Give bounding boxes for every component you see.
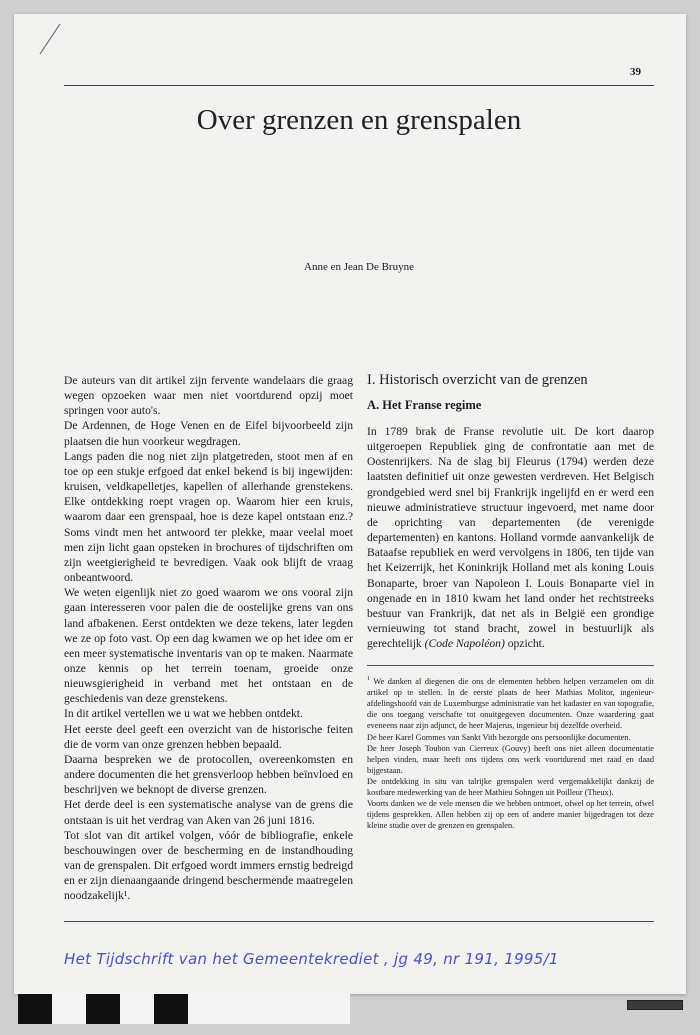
- archive-label: [627, 1000, 683, 1010]
- footer-rule: [64, 921, 654, 922]
- left-paragraph: Tot slot van dit artikel volgen, vóór de bibliografie, enkele beschouwingen over de bescherming en de instandhouding van de grenspalen. Dit erfgoed wordt immers ernstig bedreigd en er zijn dienaangaande dringend beschermende maatregelen noodzakelijk¹.: [64, 828, 353, 903]
- footnote-rule: [367, 665, 654, 666]
- article-title: Over grenzen en grenspalen: [196, 104, 522, 136]
- left-paragraph: Langs paden die nog niet zijn platgetreden, stoot men af en toe op een stukje erfgoed dat enkel bekend is bij ingewijden: kruisen, veldkapelletjes, kapellen of allerhande grenstekens. Elke ontdekking roept vragen op. Waarom hier een kruis, waarom daar een grenspaal, hoe is deze kapel ontstaan enz.? Soms vindt men het antwoord ter plekke, maar veelal moet men zijn licht gaan opsteken in brochures of tijdschriften om zijn weetgierigheid te bevredigen. Vaak ook blijft de vraag onbeantwoord.: [64, 449, 353, 585]
- scan-calibration-bar: [18, 994, 350, 1024]
- footnote-line: De heer Joseph Toubon van Cierreux (Gouvy) heeft ons niet alleen documentatie helpen vinden, maar heeft ons tijdens ons werk voortdurend met raad en daad bijgestaan.: [367, 743, 654, 775]
- right-column: [367, 372, 654, 831]
- handwritten-annotation: Het Tijdschrift van het Gemeentekrediet , jg 49, nr 191, 1995/1: [64, 950, 559, 968]
- calibration-swatch: [18, 994, 52, 1024]
- calibration-swatch: [188, 994, 350, 1024]
- section-body: [367, 424, 654, 651]
- left-paragraph: Daarna bespreken we de protocollen, overeenkomsten en andere documenten die het grensverloop hebben beïnvloed en beschrijven we beknopt de diverse grenzen.: [64, 752, 353, 797]
- footnotes: [367, 674, 654, 831]
- pencil-mark-icon: [36, 20, 66, 60]
- authors-names: Anne en Jean: [304, 261, 367, 273]
- left-paragraph: Het derde deel is een systematische analyse van de grens die ontstaan is uit het verdrag van Aken van 26 juni 1816.: [64, 798, 353, 827]
- subsection-heading: A. Het Franse regime: [367, 398, 482, 412]
- article-authors: [64, 261, 654, 273]
- left-paragraph: De Ardennen, de Hoge Venen en de Eifel bijvoorbeeld zijn plaatsen die hun voorkeur wegdragen.: [64, 419, 353, 448]
- calibration-swatch: [52, 994, 86, 1024]
- authors-surname: De Bruyne: [366, 261, 414, 273]
- footnote-line: [367, 674, 654, 731]
- calibration-swatch: [154, 994, 188, 1024]
- footnote-line: De ontdekking in situ van talrijke grenspalen werd vergemakkelijkt dankzij de kostbare medewerking van de heer Mathieu Sohngen uit Poilleur (Theux).: [367, 776, 654, 798]
- section-body-italic: (Code Napoléon): [424, 637, 505, 651]
- footnote-marker: 1: [367, 676, 370, 683]
- calibration-swatch: [86, 994, 120, 1024]
- header-rule: [64, 85, 654, 86]
- section-body-end: opzicht.: [504, 637, 545, 651]
- left-column: [64, 373, 353, 903]
- section-body-text: In 1789 brak de Franse revolutie uit. De kort daarop uitgeroepen Republiek ging de confrontatie aan met de Oostenrijkers. Na de slag bij Fleurus (1794) werden deze laatsten definitief uit onze gewesten verdreven. Het Belgisch grondgebied werd snel bij Frankrijk ingelijfd en er werd een nieuwe administratieve structuur ingevoerd, met name door de oprichting van departementen (de verenigde departementen) en kantons. Holland vormde aanvankelijk de Bataafse republiek en werd vervolgens in 1806, ten tijde van het Keizerrijk, het Koninkrijk Holland met als koning Louis Bonaparte, broer van Napoleon I. Louis Bonaparte viel in ongenade en in 1810 kwam het land onder het rechtstreeks bestuur van Frankrijk, dat net als in België een grondige vernieuwing tot stand bracht, zowel in bestuurlijk als gerechtelijk: [367, 425, 654, 651]
- footnote-line: Voorts danken we de vele mensen die we hebben ontmoet, ofwel op het terrein, ofwel tijdens gesprekken. Allen hebben zij op een of andere manier bijgedragen tot deze kleine studie over de grenzen en grenspalen.: [367, 799, 654, 831]
- footnote-line: De heer Karel Gommes van Sankt Vith bezorgde ons persoonlijke documenten.: [367, 732, 631, 742]
- left-paragraph: De auteurs van dit artikel zijn fervente wandelaars die graag wegen opzoeken waar men niet voortdurend opzij moet springen voor auto's.: [64, 374, 353, 418]
- left-paragraph: In dit artikel vertellen we u wat we hebben ontdekt.: [64, 707, 303, 721]
- page-number: 39: [630, 66, 641, 78]
- left-paragraph: We weten eigenlijk niet zo goed waarom we ons vooral zijn gaan interesseren voor palen die de oostelijke grens van ons land afbakenen. Eerst ontdekten we deze tekens, later legden we ze op foto vast. Op een dag kwamen we op het idee om er een meer systematische inventaris van op te maken. Naarmate onze kennis op het terrein toenam, groeide onze nieuwsgierigheid in verband met het ontstaan en de geschiedenis van deze grenstekens.: [64, 586, 353, 706]
- section-heading: I. Historisch overzicht van de grenzen: [367, 372, 588, 388]
- footnote-text: We danken al diegenen die ons de elementen hebben helpen verzamelen om dit artikel op te stellen. In de eerste plaats de heer Mathias Molitor, ingenieur-afdelingshoofd van de Luxemburgse administratie van het kadaster en van topografie, die ons toegang verschafte tot onuitgegeven documenten. Onze waardering gaat eveneens naar zijn adjunct, de heer Majerus, ingenieur bij dezelfde overheid.: [367, 677, 654, 731]
- left-paragraph: Het eerste deel geeft een overzicht van de historische feiten die de vorm van onze grenzen hebben bepaald.: [64, 722, 353, 751]
- calibration-swatch: [120, 994, 154, 1024]
